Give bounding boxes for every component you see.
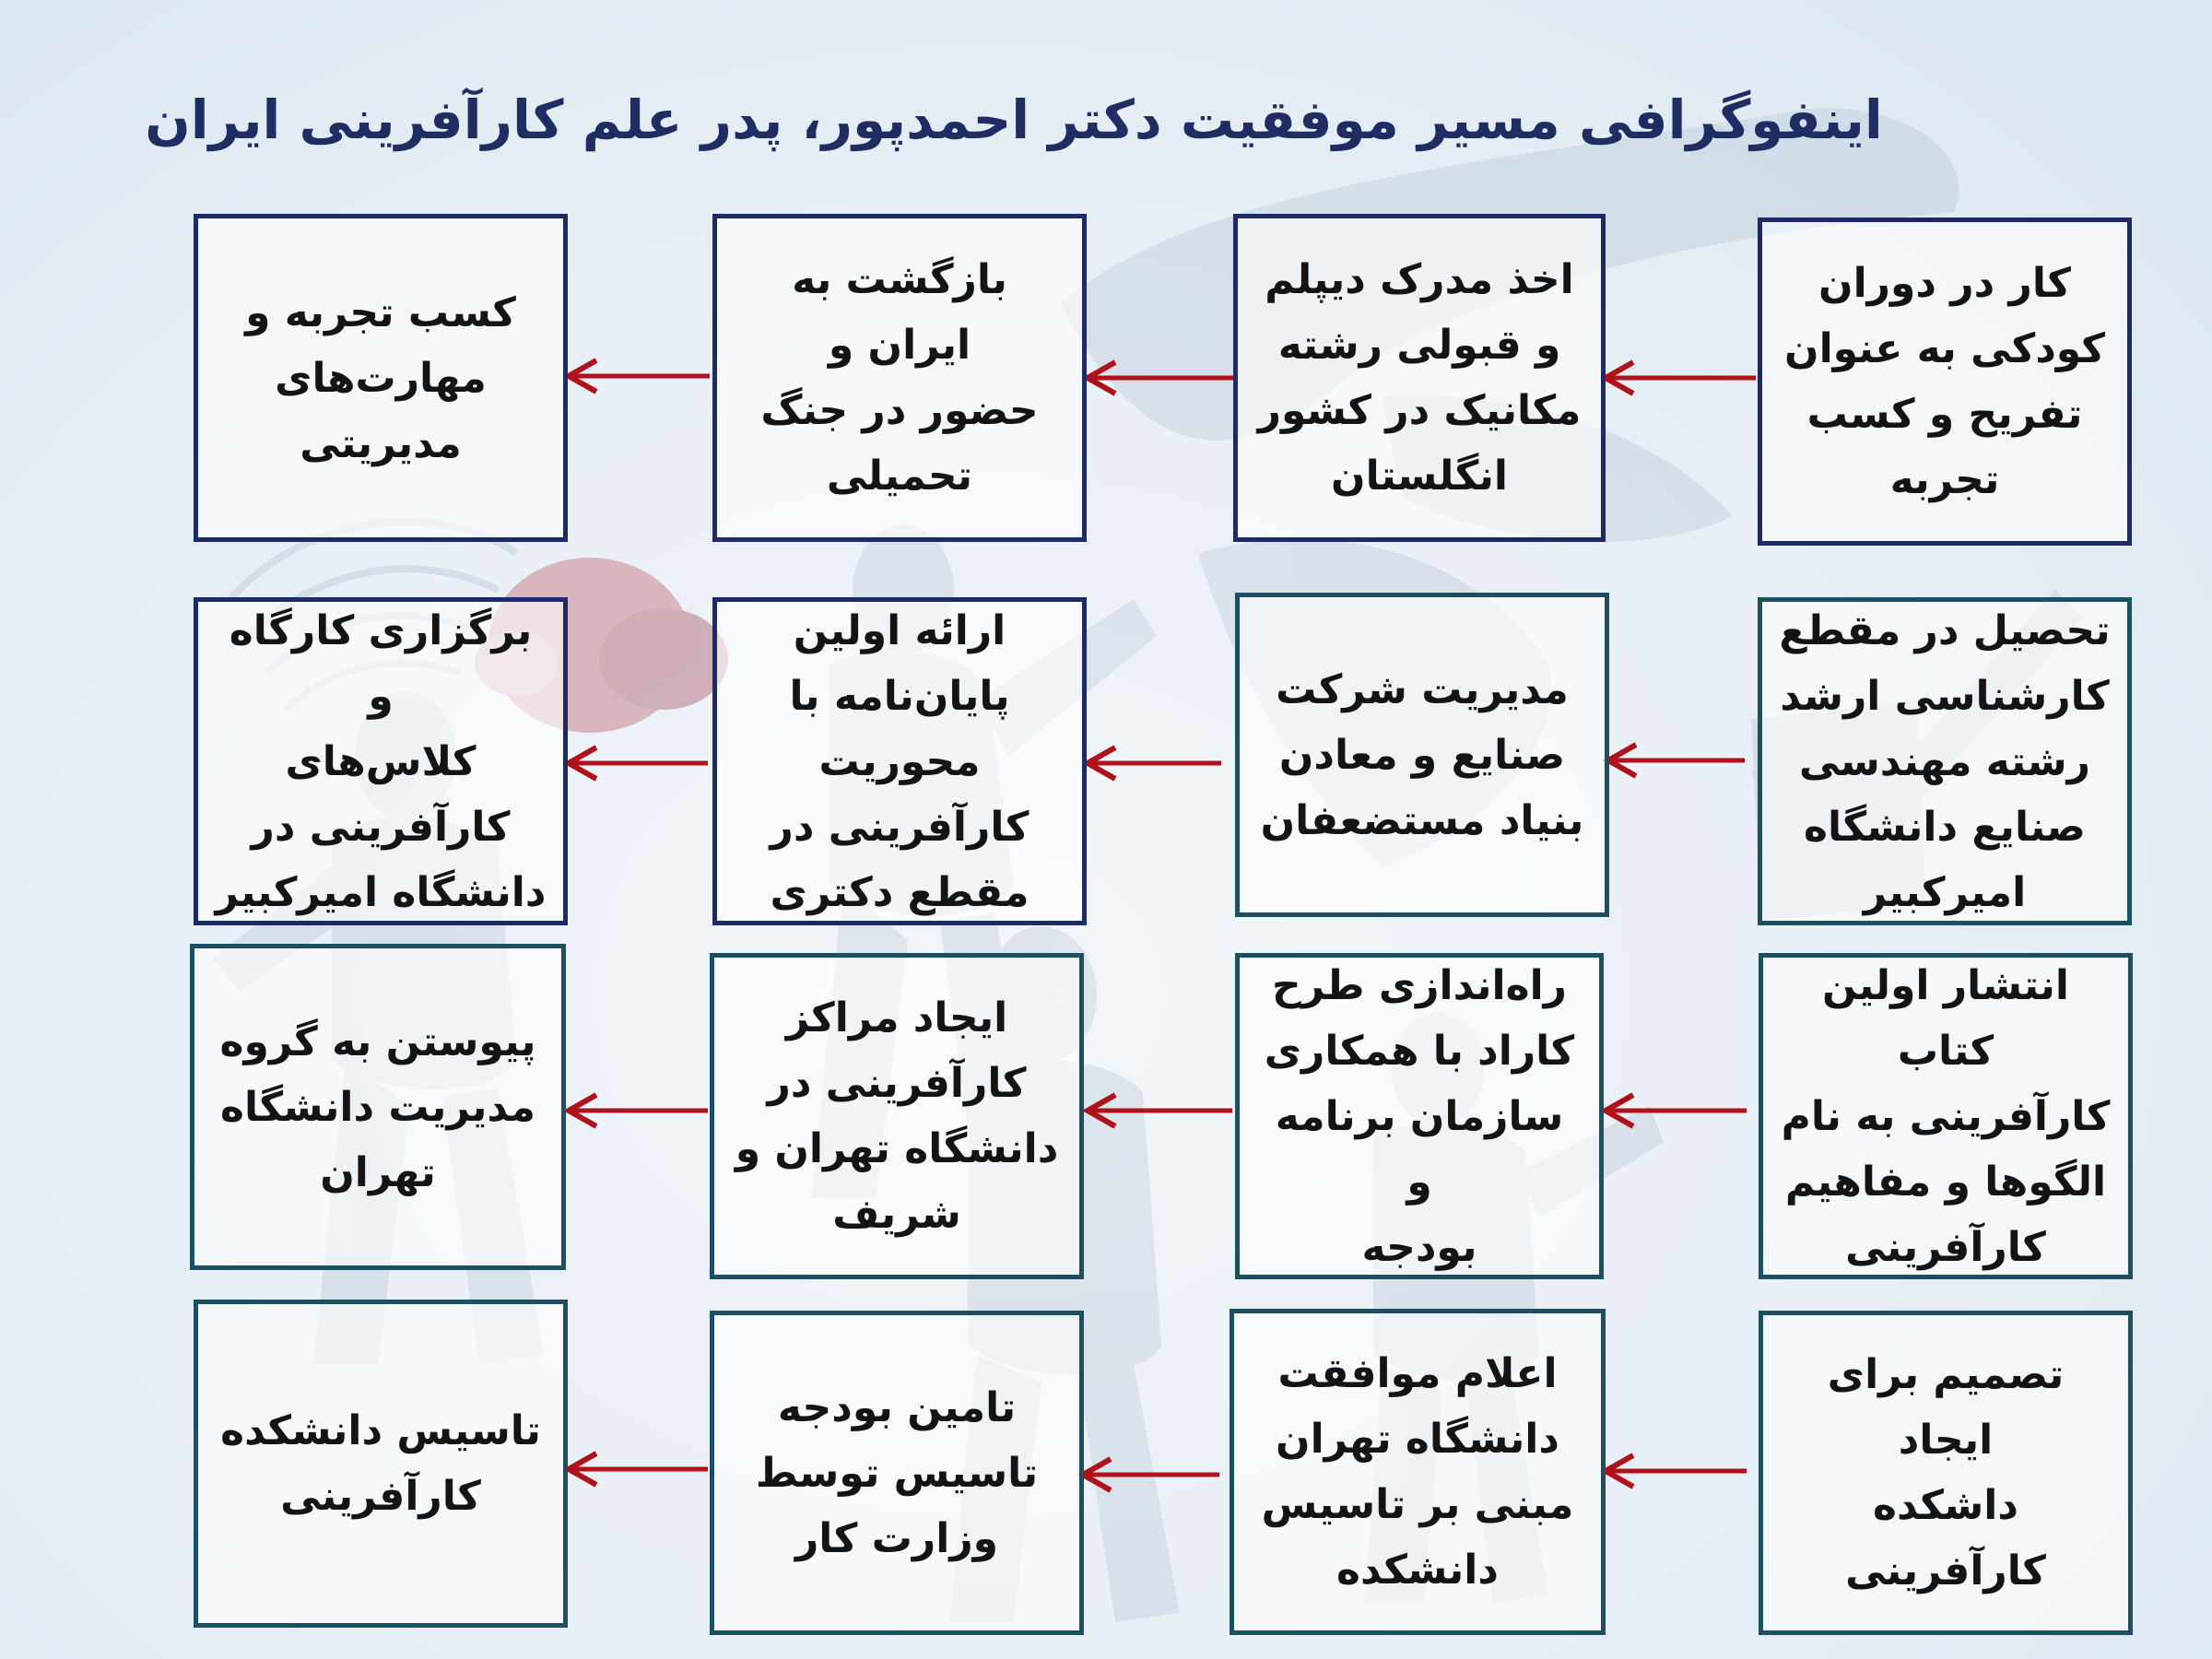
step-box — [1758, 597, 2132, 925]
step-text: تحصیل در مقطع کارشناسی ارشد رشته مهندسی صنایع دانشگاه امیرکبیر — [1779, 606, 2111, 916]
flow-arrow — [569, 747, 708, 779]
flow-arrow — [1088, 1095, 1232, 1126]
flow-arrow — [1088, 747, 1221, 779]
flow-arrow — [1608, 745, 1745, 776]
flow-arrow — [1083, 1459, 1219, 1490]
step-box — [1233, 214, 1606, 542]
step-text: اعلام موافقت دانشگاه تهران مبنی بر تاسیس دانشکده — [1261, 1350, 1574, 1594]
flow-arrow — [1606, 1095, 1747, 1126]
step-box — [194, 214, 568, 542]
step-box — [710, 1311, 1084, 1635]
flow-arrow — [569, 1095, 708, 1126]
step-text: کار در دوران کودکی به عنوان تفریح و کسب تجربه — [1784, 260, 2105, 503]
step-text: بازگشت به ایران و حضور در جنگ تحمیلی — [760, 256, 1039, 500]
page-title: اینفوگرافی مسیر موفقیت دکتر احمدپور، پدر علم کارآفرینی ایران — [145, 88, 1883, 151]
step-box — [194, 597, 568, 925]
step-text: کسب تجربه و مهارت‌های مدیریتی — [245, 288, 516, 467]
step-text: ایجاد مراکز کارآفرینی در دانشگاه تهران و شریف — [735, 994, 1059, 1238]
step-text: ارائه اولین پایان‌نامه با محوریت کارآفرینی در مقطع دکتری — [770, 606, 1030, 916]
flow-arrow — [1606, 362, 1756, 394]
step-box — [1759, 1311, 2133, 1635]
step-text: انتشار اولین کتاب کارآفرینی به نام الگوها و مفاهیم کارآفرینی — [1781, 961, 2111, 1271]
flow-arrow — [1606, 1455, 1747, 1487]
step-box — [1235, 593, 1609, 917]
step-box — [1758, 218, 2132, 546]
step-text: برگزاری کارگاه و کلاس‌های کارآفرینی در دانشگاه امیرکبیر — [215, 606, 547, 916]
step-box — [712, 214, 1087, 542]
step-text: اخذ مدرک دیپلم و قبولی رشته مکانیک در کشور انگلستان — [1257, 256, 1582, 500]
step-text: پیوستن به گروه مدیریت دانشگاه تهران — [219, 1018, 536, 1196]
flow-arrow — [1088, 362, 1233, 394]
step-text: راه‌اندازی طرح کاراد با همکاری سازمان برنامه و بودجه — [1264, 961, 1575, 1271]
step-text: تصمیم برای ایجاد داشکده کارآفرینی — [1827, 1351, 2065, 1594]
step-box — [1230, 1309, 1606, 1635]
step-text: تاسیس دانشکده کارآفرینی — [220, 1407, 541, 1520]
step-box — [190, 944, 566, 1270]
step-box — [1759, 953, 2133, 1279]
step-text: مدیریت شرکت صنایع و معادن بنیاد مستضعفان — [1260, 665, 1584, 844]
step-box — [194, 1300, 568, 1628]
step-box — [712, 597, 1087, 925]
step-box — [710, 953, 1084, 1279]
step-box — [1235, 953, 1604, 1279]
flow-arrow — [569, 360, 710, 392]
flow-arrow — [569, 1453, 708, 1485]
step-text: تامین بودجه تاسیس توسط وزارت کار — [755, 1383, 1039, 1562]
